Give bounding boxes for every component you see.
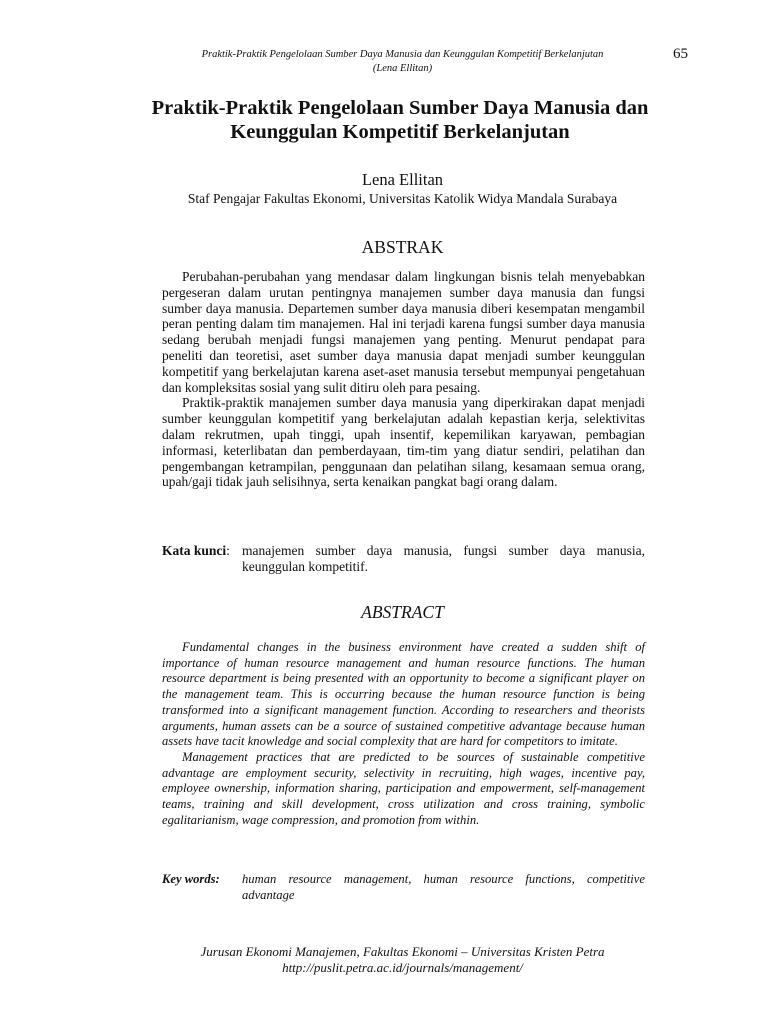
- paper-title-line-2: Keunggulan Kompetitif Berkelanjutan: [230, 121, 570, 143]
- running-head-author: (Lena Ellitan): [372, 63, 433, 74]
- author-name: Lena Ellitan: [361, 170, 444, 189]
- abstract-heading: ABSTRACT: [361, 602, 444, 622]
- footer-institution: Jurusan Ekonomi Manajemen, Fakultas Ekonomi – Universitas Kristen Petra: [200, 944, 605, 959]
- abstract-body: [162, 640, 645, 828]
- abstract-paragraph-2: Management practices that are predicted to be sources of sustainable competitive advantage are employment security, selectivity in recruiting, high wages, incentive pay, employee ownership, information sharing, participation and empowerment, self-management teams, training and skill development, cross utilization and cross training, symbolic egalitarianism, wage compression, and promotion from within.: [162, 749, 645, 827]
- abstrak-paragraph-2: Praktik-praktik manajemen sumber daya manusia yang diperkirakan dapat menjadi sumber keunggulan kompetitif yang berkelajutan adalah kepastian kerja, selektivitas dalam rekrutmen, upah tinggi, upah insentif, kepemilikan karyawan, pembagian informasi, keterlibatan dan pemberdayaan, tim-tim yang diatur sendiri, pelatihan dan pengembangan ketrampilan, penggunaan dan pelatihan silang, kesamaan semua orang, upah/gaji tidak jauh selisihnya, serta kenaikan pangkat bagi orang dalam.: [162, 395, 645, 490]
- kata-kunci-row: [162, 543, 645, 575]
- page-number: 65: [673, 46, 688, 62]
- paper-title-line-1: Praktik-Praktik Pengelolaan Sumber Daya Manusia dan: [151, 97, 649, 119]
- abstrak-heading: ABSTRAK: [361, 237, 444, 257]
- running-head: [160, 48, 645, 76]
- abstrak-paragraph-1: Perubahan-perubahan yang mendasar dalam lingkungan bisnis telah menyebabkan pergeseran dalam urutan pentingnya manajemen sumber daya manusia dan fungsi sumber daya manusia. Departemen sumber daya manusia diberi kesempatan mengambil peran penting dalam tim manajemen. Hal ini terjadi karena fungsi sumber daya manusia sedang berubah menjadi fungsi manajemen yang penting. Menurut pendapat para peneliti dan teoretisi, aset sumber daya manusia dapat menjadi sumber keunggulan kompetitif yang berkelajutan karena aset-aset manusia tersebut mempunyai pengetahuan dan kompleksitas sosial yang sulit ditiru oleh para pesaing.: [162, 269, 645, 395]
- key-words-label: Key words:: [162, 872, 220, 886]
- kata-kunci-label: Kata kunci:: [162, 543, 230, 558]
- running-head-title: Praktik-Praktik Pengelolaan Sumber Daya Manusia dan Keunggulan Kompetitif Berkelanjutan: [201, 49, 604, 60]
- abstrak-body: [162, 269, 645, 490]
- footer-url: http://puslit.petra.ac.id/journals/management/: [282, 960, 523, 975]
- key-words-value: human resource management, human resource functions, competitive advantage: [242, 872, 645, 902]
- key-words-row: [162, 871, 645, 903]
- kata-kunci-value: manajemen sumber daya manusia, fungsi sumber daya manusia, keunggulan kompetitif.: [242, 543, 645, 574]
- paper-title: [140, 96, 660, 144]
- page-footer: [160, 944, 645, 976]
- author-affiliation: Staf Pengajar Fakultas Ekonomi, Universitas Katolik Widya Mandala Surabaya: [187, 191, 618, 206]
- abstract-paragraph-1: Fundamental changes in the business environment have created a sudden shift of importance of human resource management and human resource functions. The human resource department is being presented with an opportunity to become a significant player on the management team. This is occurring because the human resource function is being transformed into a significant management function. According to researchers and theorists arguments, human assets can be a source of sustained competitive advantage because human assets have tacit knowledge and social complexity that are hard for competitors to imitate.: [162, 640, 645, 749]
